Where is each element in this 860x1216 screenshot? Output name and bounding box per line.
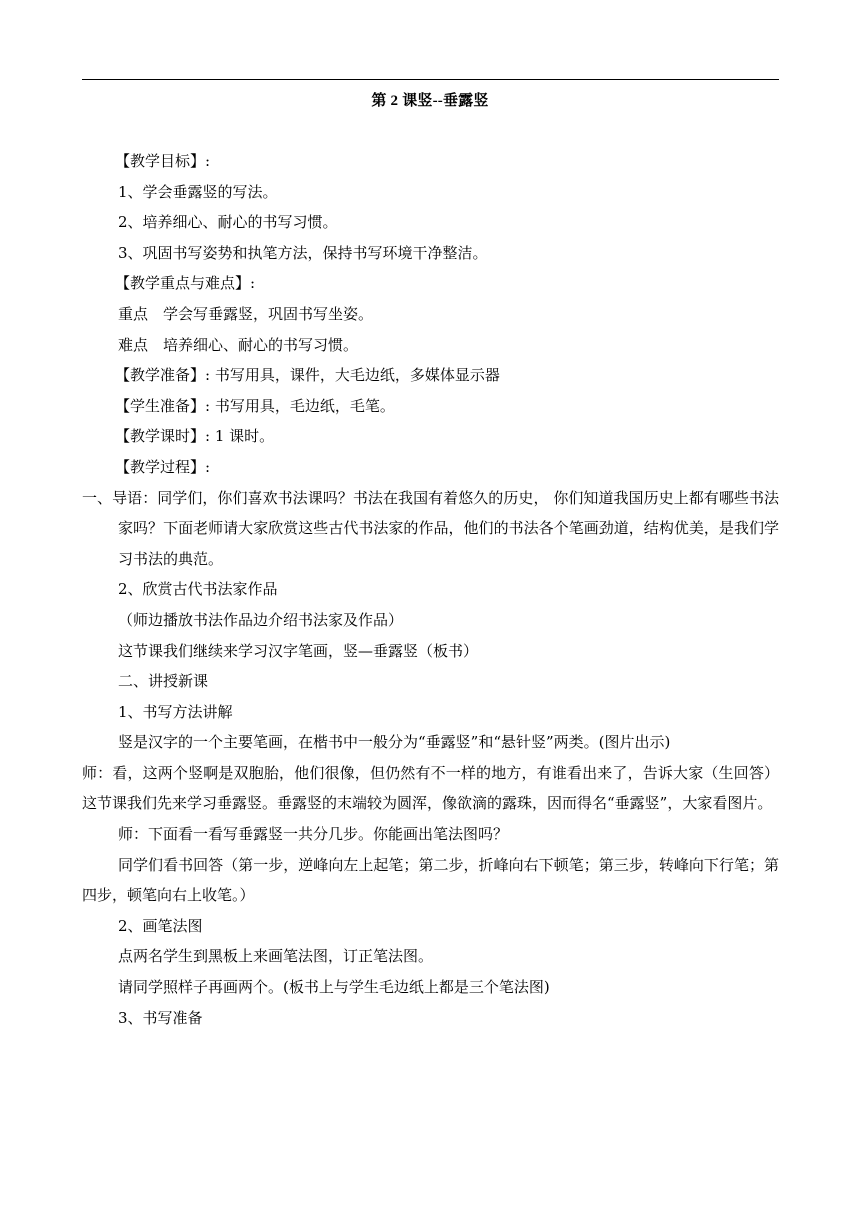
paragraph-text [82, 850, 779, 911]
objective-item: 2、培养细心、耐心的书写习惯。 [118, 213, 338, 232]
paragraph-step: 2、欣赏古代书法家作品 [118, 580, 278, 599]
page-title: 第 2 课竖--垂露竖 [371, 93, 489, 109]
section-heading-teaching-prep: 【教学准备】: 书写用具，课件，大毛边纸，多媒体显示器 [115, 366, 500, 385]
paragraph-introduction: 一、导语：同学们，你们喜欢书法课吗？书法在我国有着悠久的历史， 你们知道我国历史上都有哪些书法家吗？下面老师请大家欣赏这些古代书法家的作品，他们的书法各个笔画劲道，结构优美，是我们学习书法的典范。 [82, 488, 779, 568]
section-heading-class-hours: 【教学课时】: 1 课时。 [115, 427, 275, 446]
section-heading-objectives: 【教学目标】: [115, 152, 211, 170]
paragraph-note: （师边播放书法作品边介绍书法家及作品） [118, 610, 404, 629]
section-heading-process: 【教学过程】: [115, 457, 211, 476]
paragraph-text-content: 师：看，这两个竖啊是双胞胎，他们很像，但仍然有不一样的地方，有谁看出来了，告诉大家（生回答）这节课我们先来学习垂露竖。垂露竖的末端较为圆浑，像欲滴的露珠，因而得名“垂露竖”，大家看图片。 [82, 763, 779, 813]
paragraph-step: 1、书写方法讲解 [118, 702, 233, 721]
paragraph-text: 请同学照样子再画两个。(板书上与学生毛边纸上都是三个笔法图) [118, 978, 550, 997]
objective-item: 1、学会垂露竖的写法。 [118, 182, 278, 201]
paragraph-text: 点两名学生到黑板上来画笔法图，订正笔法图。 [118, 947, 434, 966]
section-heading-student-prep: 【学生准备】: 书写用具，毛边纸，毛笔。 [115, 396, 395, 415]
objective-item: 3、巩固书写姿势和执笔方法，保持书写环境干净整洁。 [118, 243, 488, 262]
section-heading-new-lesson: 二、讲授新课 [118, 672, 209, 691]
header-rule [82, 79, 779, 80]
document-body [82, 146, 779, 1033]
paragraph-text-content: 同学们看书回答（第一步，逆峰向左上起笔；第二步，折峰向右下顿笔；第三步，转峰向下行笔；第四步，顿笔向右上收笔。） [82, 855, 779, 905]
difficulty-item: 难点 培养细心、耐心的书写习惯。 [118, 335, 359, 354]
key-point-item: 重点 学会写垂露竖，巩固书写坐姿。 [118, 304, 374, 323]
paragraph-text [82, 758, 779, 819]
paragraph-step: 2、画笔法图 [118, 916, 203, 935]
paragraph-text: 师：下面看一看写垂露竖一共分几步。你能画出笔法图吗？ [118, 825, 509, 844]
paragraph-step: 3、书写准备 [118, 1008, 203, 1027]
paragraph-text: 这节课我们继续来学习汉字笔画，竖—垂露竖（板书） [118, 641, 479, 660]
section-heading-key-points: 【教学重点与难点】: [115, 274, 256, 293]
paragraph-text: 竖是汉字的一个主要笔画，在楷书中一般分为“垂露竖”和“悬针竖”两类。(图片出示) [118, 733, 671, 752]
